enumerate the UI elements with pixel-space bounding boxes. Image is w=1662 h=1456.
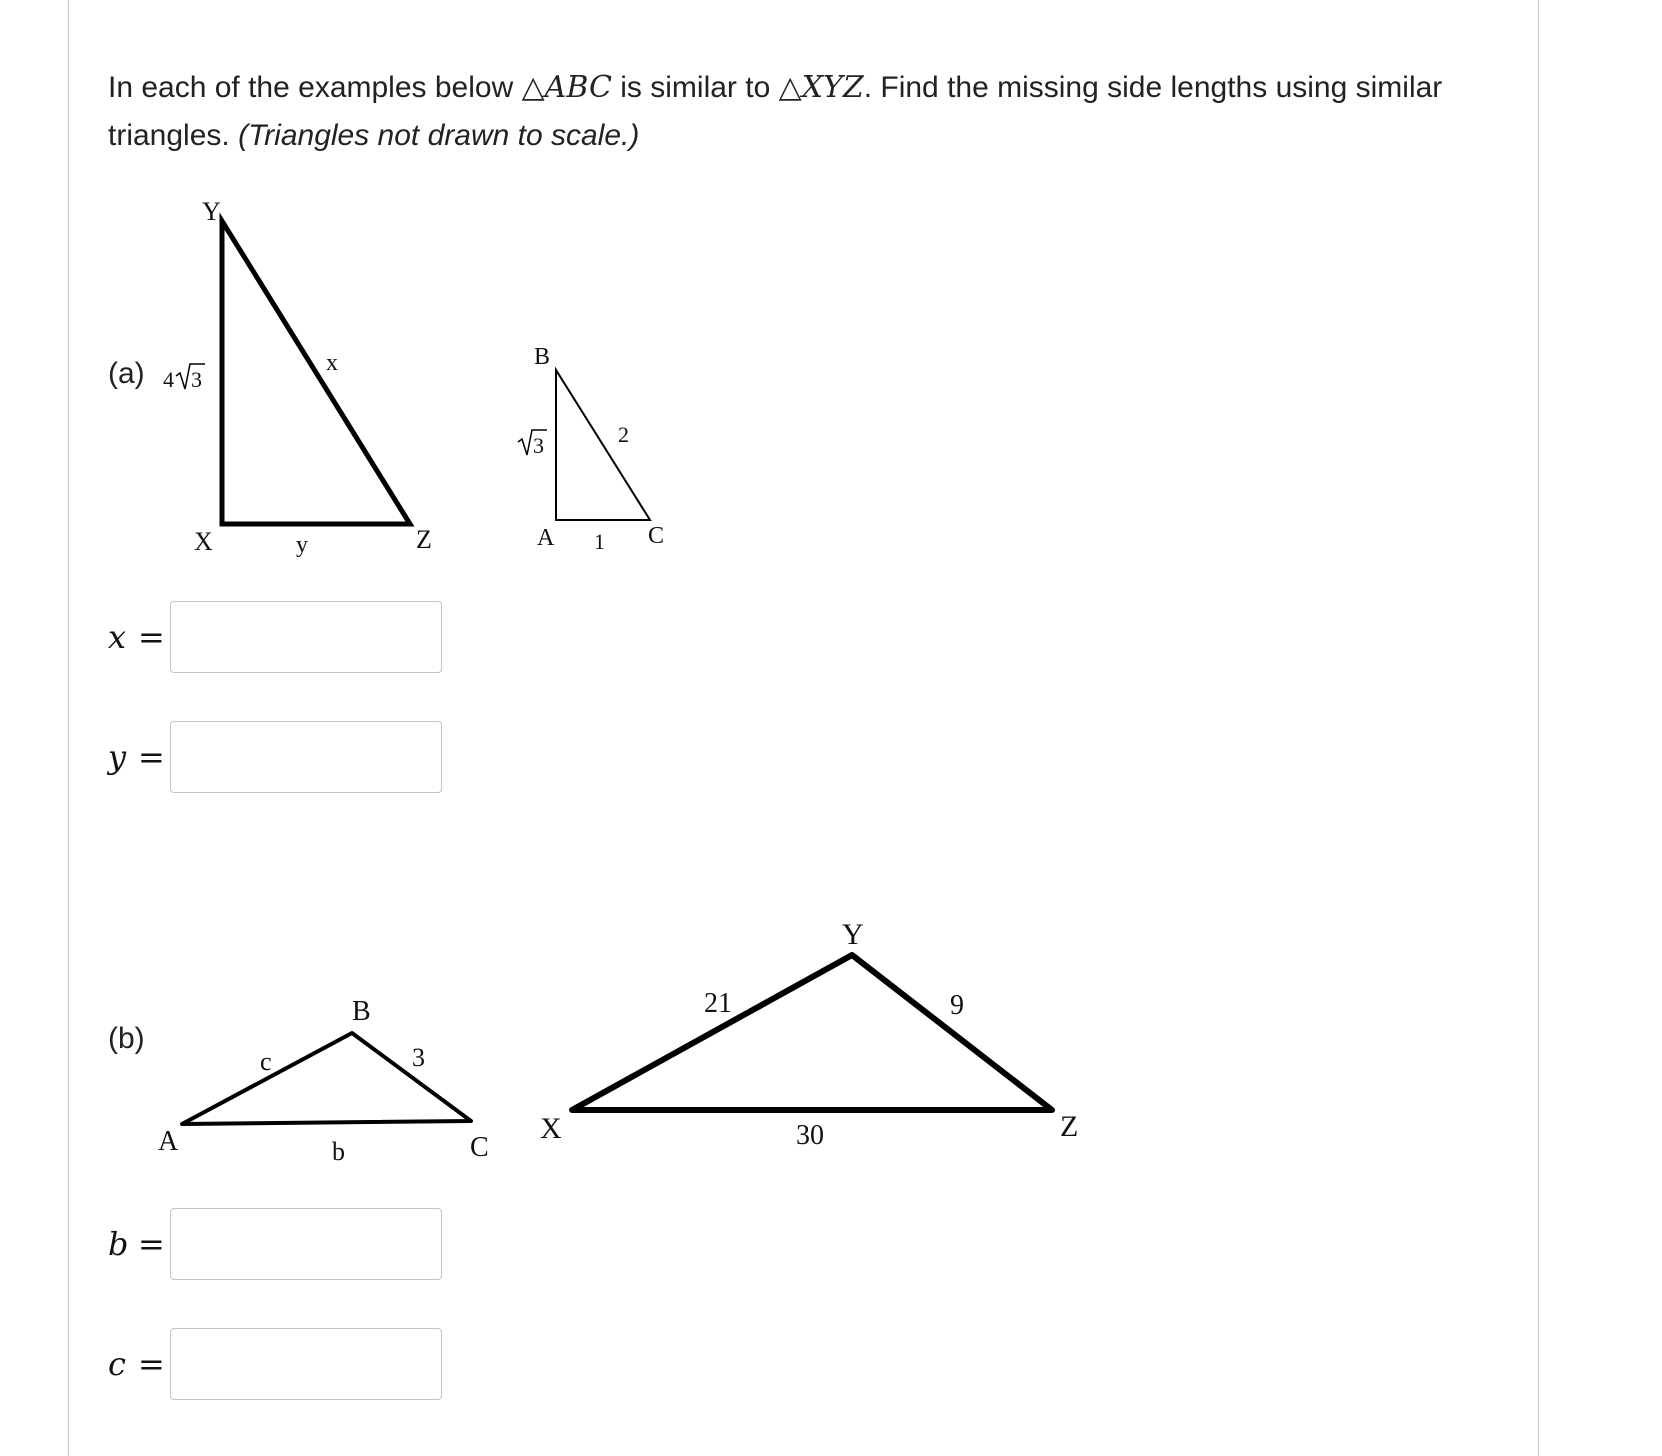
part-b-figure	[0, 880, 1140, 1180]
prompt-after: . Find the missing side lengths using similar triangles.	[108, 71, 1443, 152]
side-yz-label: x	[326, 350, 338, 376]
vertex-c-label: C	[470, 1132, 489, 1163]
y-answer-input[interactable]	[170, 721, 442, 793]
side-xz-label: y	[296, 532, 308, 558]
side-xy-label	[163, 364, 205, 392]
triangle-symbol-icon: △	[521, 70, 545, 105]
side-xy-label: 21	[704, 988, 732, 1019]
triangle-abc-b	[182, 1033, 471, 1124]
c-answer-input[interactable]	[170, 1328, 442, 1400]
answer-row-b	[108, 1207, 442, 1281]
vertex-y-label: Y	[842, 918, 864, 951]
variable-x-label: x	[108, 618, 127, 656]
svg-text:4: 4	[163, 367, 174, 392]
part-b-label: (b)	[108, 1022, 145, 1055]
part-a-figure	[0, 0, 700, 560]
vertex-a-label: A	[537, 525, 555, 551]
answer-row-c	[108, 1327, 442, 1401]
vertex-z-label: Z	[1060, 1110, 1079, 1143]
side-xz-label: 30	[796, 1120, 824, 1151]
equals-sign: =	[138, 1345, 165, 1383]
triangle-abc-notation: △ABC	[521, 70, 612, 105]
part-a-label: (a)	[108, 357, 145, 390]
x-answer-input[interactable]	[170, 601, 442, 673]
svg-text:3: 3	[533, 433, 544, 458]
side-yz-label: 9	[950, 990, 964, 1021]
vertex-x-label: X	[194, 527, 213, 556]
prompt-intro: In each of the examples below	[108, 71, 514, 104]
prompt-mid: is similar to	[620, 71, 771, 104]
vertex-c-label: C	[648, 523, 665, 549]
vertex-x-label: X	[540, 1112, 562, 1145]
vertex-b-label: B	[534, 344, 551, 370]
side-bc-label: 3	[412, 1043, 425, 1072]
triangle-xyz-a	[222, 221, 410, 524]
variable-b-label: b	[108, 1225, 129, 1263]
triangle-xyz-b	[572, 955, 1052, 1110]
answer-row-x	[108, 600, 442, 674]
scale-note: (Triangles not drawn to scale.)	[238, 119, 640, 152]
vertex-b-label: B	[352, 996, 371, 1027]
vertex-a-label: A	[158, 1126, 179, 1157]
answer-row-y	[108, 720, 442, 794]
side-ab-label	[518, 430, 547, 458]
side-ab-label: c	[260, 1047, 272, 1076]
triangle-abc-a	[556, 370, 650, 520]
triangle-symbol-icon: △	[778, 70, 802, 105]
variable-y-label: y	[108, 738, 127, 776]
side-ac-label: b	[332, 1137, 345, 1166]
equals-sign: =	[138, 738, 165, 776]
svg-text:3: 3	[191, 367, 202, 392]
b-answer-input[interactable]	[170, 1208, 442, 1280]
triangle-xyz-notation: △XYZ	[778, 70, 864, 105]
equals-sign: =	[138, 618, 165, 656]
equals-sign: =	[138, 1225, 165, 1263]
vertex-y-label: Y	[202, 197, 221, 226]
side-bc-label: 2	[618, 422, 629, 447]
side-ac-label: 1	[594, 529, 605, 554]
variable-c-label: c	[108, 1345, 126, 1383]
vertex-z-label: Z	[416, 525, 432, 554]
